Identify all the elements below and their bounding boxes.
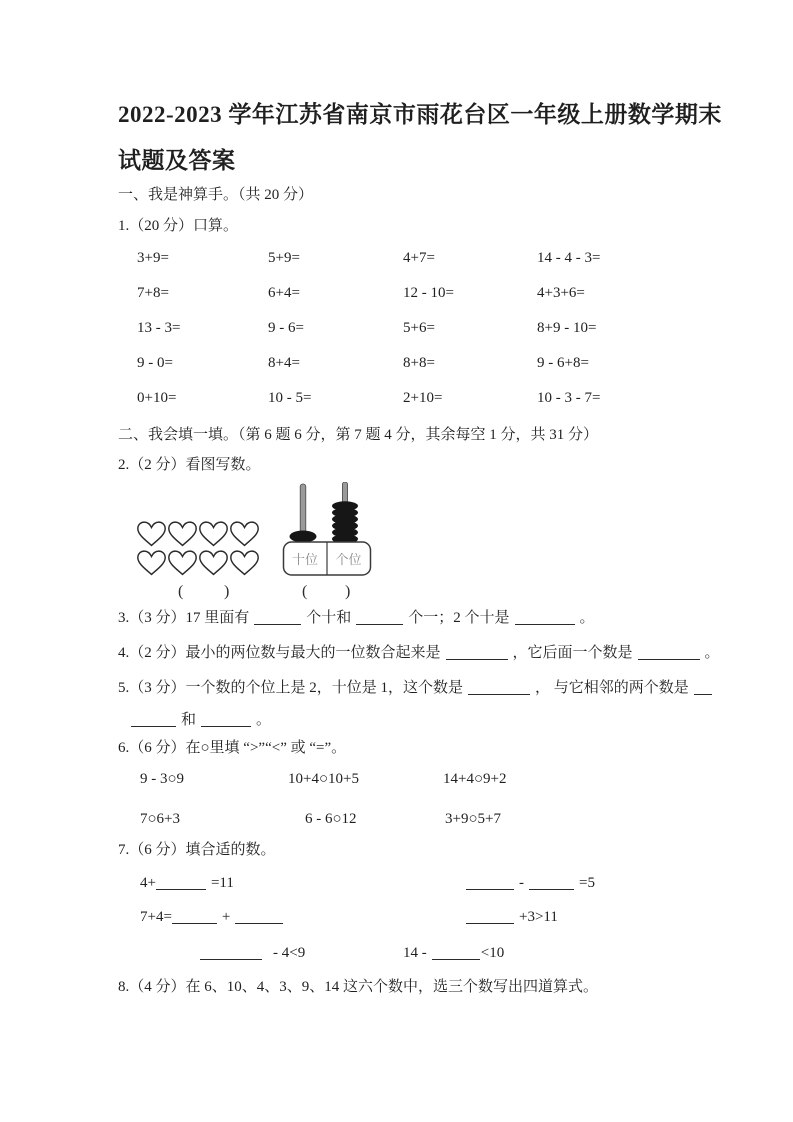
heart-icon xyxy=(136,520,167,548)
q1-cell: 4+3+6= xyxy=(537,285,585,301)
abacus-tens-bead xyxy=(290,531,317,543)
fill-blank xyxy=(466,875,514,890)
q1-grid-row xyxy=(137,285,585,302)
q7-text: 4+ xyxy=(140,875,156,891)
q1-cell: 9 - 6= xyxy=(268,320,304,336)
fill-blank xyxy=(432,945,480,960)
q1-cell: 7+8= xyxy=(137,285,169,301)
heart-icon xyxy=(198,549,229,577)
q1-cell: 0+10= xyxy=(137,390,177,406)
q7-text: <10 xyxy=(480,945,505,961)
question-2-label: 2.（2 分）看图写数。 xyxy=(118,457,261,473)
q1-grid-row xyxy=(137,320,596,337)
section2-heading: 二、我会填一填。（第 6 题 6 分，第 7 题 4 分，其余每空 1 分，共 31 分） xyxy=(118,427,599,443)
fill-blank xyxy=(466,909,514,924)
q6-cell: 14+4○9+2 xyxy=(443,771,507,787)
q7-text: 14 - xyxy=(403,945,427,961)
q6-compare-row xyxy=(140,771,506,788)
fill-blank xyxy=(638,645,700,660)
q1-cell: 5+9= xyxy=(268,250,300,266)
q1-cell: 9 - 0= xyxy=(137,355,173,371)
q7-expression xyxy=(140,874,234,893)
q1-cell: 5+6= xyxy=(403,320,435,336)
q1-cell: 8+8= xyxy=(403,355,435,371)
q7-expression xyxy=(403,944,504,963)
question-7-label: 7.（6 分）填合适的数。 xyxy=(118,842,276,858)
q1-cell: 10 - 3 - 7= xyxy=(537,390,601,406)
abacus-ones-place-label: 个位 xyxy=(335,552,362,567)
fill-blank xyxy=(172,909,217,924)
q6-compare-row xyxy=(140,811,501,828)
question-1-label: 1.（20 分）口算。 xyxy=(118,218,239,234)
heart-icon xyxy=(198,520,229,548)
heart-icon xyxy=(136,549,167,577)
document-title-line2: 试题及答案 xyxy=(118,148,236,173)
q4-text: 4.（2 分）最小的两位数与最大的一位数合起来是 xyxy=(118,645,441,661)
question-5-line1 xyxy=(118,679,717,698)
q1-cell: 3+9= xyxy=(137,250,169,266)
q1-grid-row xyxy=(137,250,600,267)
q6-cell: 9 - 3○9 xyxy=(140,771,185,787)
q6-cell: 6 - 6○12 xyxy=(305,811,357,827)
abacus-tens-place-label: 十位 xyxy=(291,552,319,567)
q1-cell: 4+7= xyxy=(403,250,435,266)
fill-blank xyxy=(235,909,283,924)
heart-icon xyxy=(229,520,260,548)
fill-blank xyxy=(200,945,262,960)
q5-text: ， 与它相邻的两个数是 xyxy=(535,680,689,696)
q7-text: - xyxy=(519,875,524,891)
fill-blank xyxy=(201,712,251,727)
q1-cell: 12 - 10= xyxy=(403,285,454,301)
q7-expression xyxy=(200,944,305,963)
q1-cell: 8+9 - 10= xyxy=(537,320,597,336)
q4-text: 。 xyxy=(704,645,720,661)
q1-cell: 14 - 4 - 3= xyxy=(537,250,601,266)
abacus-picture xyxy=(282,482,372,577)
question-8-label: 8.（4 分）在 6、10、4、3、9、14 这六个数中，选三个数写出四道算式。 xyxy=(118,979,599,995)
q1-cell: 13 - 3= xyxy=(137,320,181,336)
q7-expression xyxy=(466,908,558,927)
q6-cell: 10+4○10+5 xyxy=(288,771,359,787)
fill-blank xyxy=(468,680,530,695)
q1-grid-row xyxy=(137,390,600,407)
heart-icon xyxy=(229,549,260,577)
question-5-line2 xyxy=(131,711,271,730)
question-3-line xyxy=(118,609,595,628)
hearts-answer-paren-close: ) xyxy=(224,583,230,600)
q4-text: ，它后面一个数是 xyxy=(512,645,633,661)
q1-cell: 2+10= xyxy=(403,390,443,406)
q3-text: 。 xyxy=(579,610,595,626)
q7-text: - 4<9 xyxy=(273,945,306,961)
fill-blank xyxy=(694,680,712,695)
fill-blank xyxy=(529,875,574,890)
hearts-answer-paren-open: ( xyxy=(178,583,184,600)
fill-blank xyxy=(446,645,508,660)
q1-cell: 9 - 6+8= xyxy=(537,355,589,371)
document-title-line1: 2022-2023 学年江苏省南京市雨花台区一年级上册数学期末 xyxy=(118,102,722,127)
q7-expression xyxy=(466,874,595,893)
fill-blank xyxy=(515,610,575,625)
q6-cell: 7○6+3 xyxy=(140,811,181,827)
q3-text: 个一；2 个十是 xyxy=(408,610,510,626)
q3-text: 个十和 xyxy=(306,610,352,626)
section1-heading: 一、我是神算手。（共 20 分） xyxy=(118,187,314,203)
heart-icon xyxy=(167,549,198,577)
fill-blank xyxy=(254,610,301,625)
q7-text: =11 xyxy=(210,875,234,891)
q5-text: 。 xyxy=(256,712,272,728)
abacus-answer-paren-close: ) xyxy=(345,583,351,600)
fill-blank xyxy=(356,610,403,625)
question-4-line xyxy=(118,644,720,663)
question-6-label: 6.（6 分）在○里填 “>”“<” 或 “=”。 xyxy=(118,740,347,756)
fill-blank xyxy=(131,712,176,727)
hearts-picture xyxy=(136,520,260,578)
q1-cell: 8+4= xyxy=(268,355,300,371)
abacus-answer-paren-open: ( xyxy=(302,583,308,600)
q3-text: 3.（3 分）17 里面有 xyxy=(118,610,250,626)
q6-cell: 3+9○5+7 xyxy=(445,811,501,827)
q7-text: =5 xyxy=(579,875,595,891)
q5-text: 和 xyxy=(181,712,197,728)
q1-cell: 10 - 5= xyxy=(268,390,312,406)
q5-text: 5.（3 分）一个数的个位上是 2，十位是 1，这个数是 xyxy=(118,680,464,696)
q7-text: +3>11 xyxy=(519,909,558,925)
q1-grid-row xyxy=(137,355,589,372)
q7-text: + xyxy=(221,909,231,925)
q1-cell: 6+4= xyxy=(268,285,300,301)
heart-icon xyxy=(167,520,198,548)
fill-blank xyxy=(156,875,206,890)
q7-expression xyxy=(140,908,288,927)
q7-text: 7+4= xyxy=(140,909,172,925)
